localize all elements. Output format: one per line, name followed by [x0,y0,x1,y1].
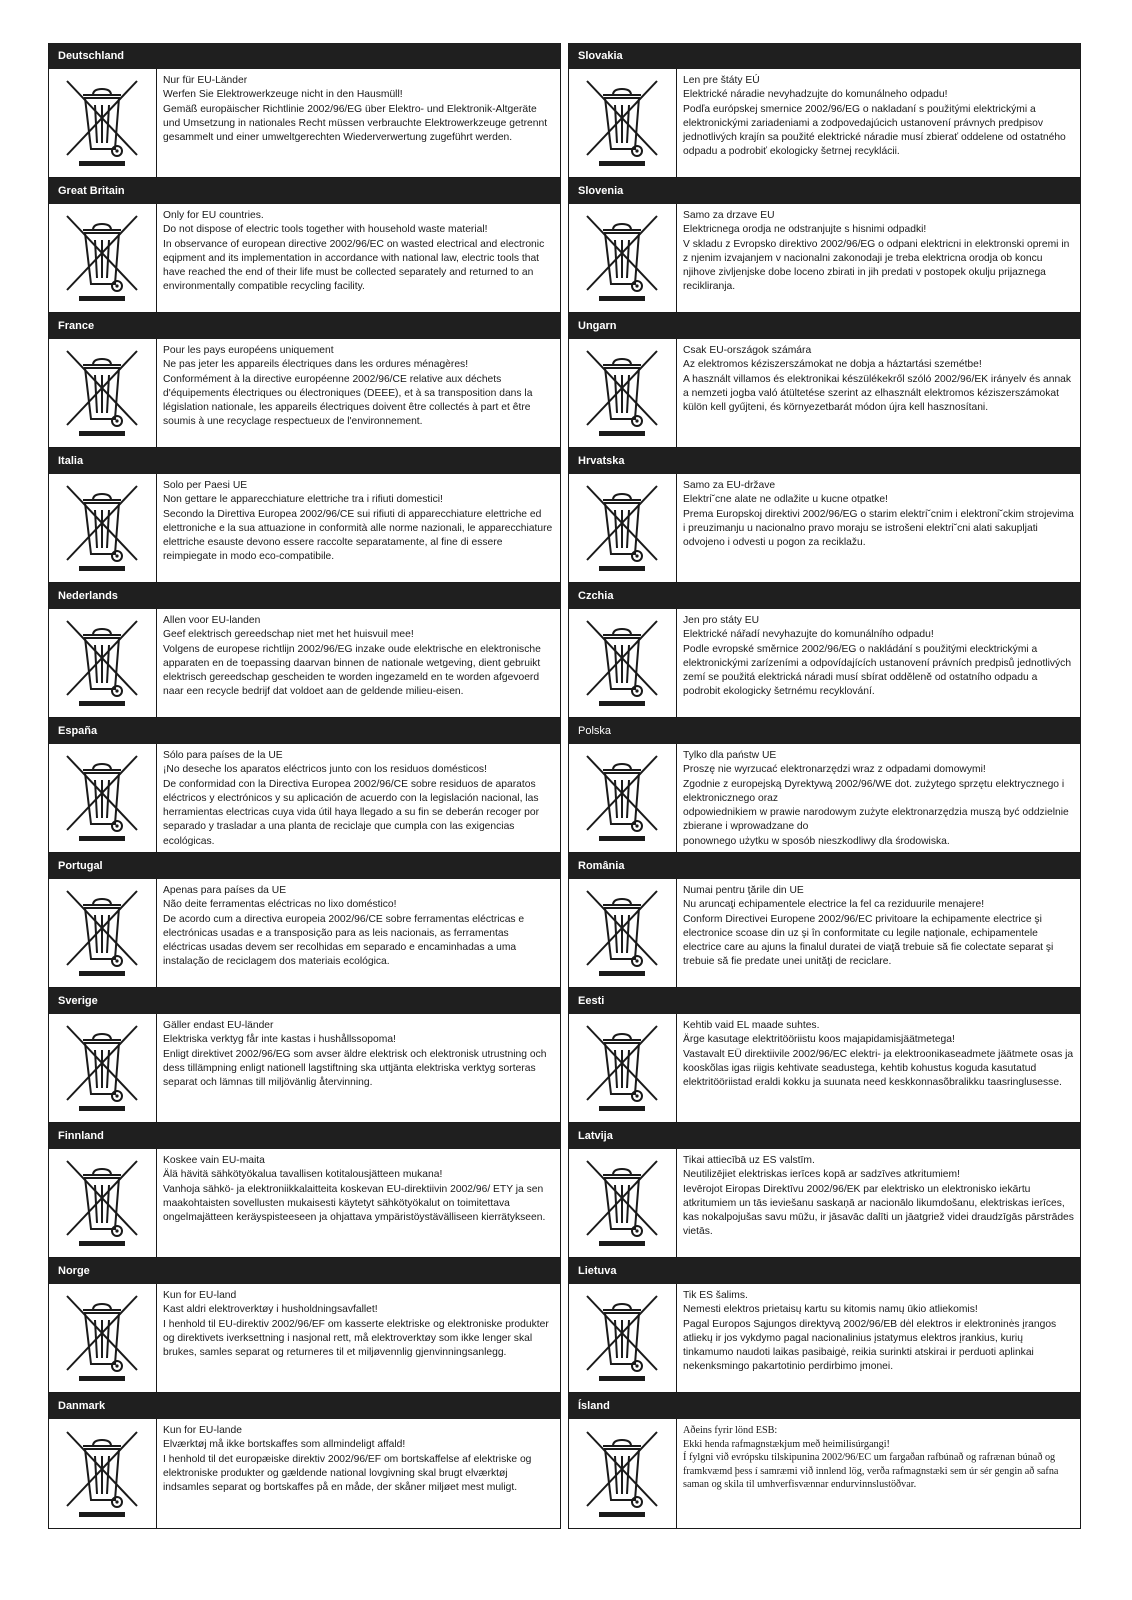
directive-paragraph: In observance of european directive 2002/96/EC on wasted electrical and electronic eqipment and its implementation in accordance with national law, electric tools that have reached the end of their life must be collected separately and returned to an environmentally compatible recycling facility. [163,238,545,293]
warning-line: Elværktøj må ikke bortskaffes som allmindeligt affald! [163,1439,406,1451]
disposal-text [157,204,560,312]
icon-cell [569,1419,677,1528]
warning-line: Ne pas jeter les appareils électriques dans les ordures ménagères! [163,359,469,371]
country-header: Ísland [569,1393,1080,1419]
scope-line: Numai pentru ţările din UE [683,885,804,896]
warning-line: Neutilizējiet elektriskas ierīces kopā ar sadzīves atkritumiem! [683,1169,960,1181]
country-section-polska [569,718,1080,853]
disposal-text [677,1419,1080,1528]
directive-paragraph: Zgodnie z europejską Dyrektywą 2002/96/WE dot. zużytego sprzętu elektrycznego i elektronicznego oraz [683,778,1065,804]
weee-crossed-bin-icon [61,482,145,574]
country-header: Italia [49,448,560,474]
disposal-text [157,1014,560,1122]
country-body [49,609,560,718]
scope-line: Len pre štáty EÚ [683,75,760,86]
warning-line: Älä hävitä sähkötyökalua tavallisen kotitalousjätteen mukana! [163,1169,443,1181]
weee-crossed-bin-icon [61,77,145,169]
icon-cell [569,879,677,987]
country-body [49,1284,560,1393]
warning-line: Elektrické náradie nevyhadzujte do komunálneho odpadu! [683,89,948,101]
disposal-text [157,1149,560,1257]
country-section-danmark [49,1393,560,1528]
country-body [49,474,560,583]
country-body [49,1014,560,1123]
scope-line: Apenas para países da UE [163,885,287,896]
weee-crossed-bin-icon [581,1022,665,1114]
country-body [569,1014,1080,1123]
directive-paragraph: Conformément à la directive européenne 2002/96/CE relative aux déchets d'équipements électriques ou électroniques (DEEE), et à sa transposition dans la législation nationale, les appareils électriques doivent être collectés à part et être soumis à une recyclage respectueux de l'environnement. [163,373,533,428]
country-body [569,474,1080,583]
country-section-czchia [569,583,1080,718]
country-section-france [49,313,560,448]
scope-line: Kun for EU-land [163,1290,237,1301]
icon-cell [49,474,157,582]
icon-cell [569,1014,677,1122]
disposal-text [677,1014,1080,1122]
disposal-text [677,204,1080,312]
country-header: Eesti [569,988,1080,1014]
warning-line: Werfen Sie Elektrowerkzeuge nicht in den Hausmüll! [163,89,403,101]
country-header: France [49,313,560,339]
disposal-text [677,879,1080,987]
directive-paragraph: A használt villamos és elektronikai készülékekről szóló 2002/96/EK irányelv és annak a nemzeti jogba való átültetése szerint az elhasznált elektromos kéziszerszámokat külön kell gyűjteni, és környezetbarát módon újra kell hasznosítani. [683,373,1072,414]
icon-cell [49,609,157,717]
scope-line: Solo per Paesi UE [163,480,248,491]
country-header: Slovenia [569,178,1080,204]
disposal-text [677,339,1080,447]
country-header: España [49,718,560,744]
country-section-romania [569,853,1080,988]
directive-paragraph: ponownego użytku w sposób nieszkodliwy dla środowiska. [683,835,950,847]
country-body [49,69,560,178]
weee-crossed-bin-icon [61,887,145,979]
warning-line: Elektricnega orodja ne odstranjujte s hisnimi odpadki! [683,224,927,236]
country-section-island [569,1393,1080,1528]
country-section-sverige [49,988,560,1123]
directive-paragraph: Vastavalt EÜ direktiivile 2002/96/EC elektri- ja elektroonikaseadmete jäätmete osas ja kooskõlas igas riigis kehtivate seadustega, kehtib kohustus koguda kasutatud elektritööriistad eraldi kokku ja suunata need keskkonnasõbralikku taasringlusesse. [683,1048,1074,1089]
country-section-finnland [49,1123,560,1258]
country-section-slovenia [569,178,1080,313]
country-body [569,1284,1080,1393]
country-body [49,1149,560,1258]
directive-paragraph: Podle evropské směrnice 2002/96/EG o nakládání s použitými elecktrickými a elektronickými zarízeními a odpovídajících ustanovení právních predpisů jednotlivých zemí se použitá elektrická náradi musí sbírat odděleně od ostatního odpadu a podrobit ekologicky šetrnému recyklování. [683,643,1072,698]
directive-paragraph: I henhold til det europæiske direktiv 2002/96/EF om bortskaffelse af elektriske og elektroniske produkter og gældende national lovgivning skal brugt elværktøj indsamles separat og bortskaffes på en måde, der skåner miljøet mest muligt. [163,1453,532,1494]
weee-crossed-bin-icon [61,1157,145,1249]
country-section-norge [49,1258,560,1393]
icon-cell [569,69,677,177]
icon-cell [569,339,677,447]
scope-line: Tylko dla państw UE [683,750,777,761]
warning-line: Proszę nie wyrzucać elektronarzędzi wraz z odpadami domowymi! [683,764,986,776]
country-section-italia [49,448,560,583]
directive-paragraph: Gemäß europäischer Richtlinie 2002/96/EG über Elektro- und Elektronik-Altgeräte und Umsetzung in nationales Recht müssen verbrauchte Elektrowerkzeuge getrennt gesammelt und einer umweltgerechten Wiederverwertung zugeführt werden. [163,103,548,144]
warning-line: Non gettare le apparecchiature elettriche tra i rifiuti domestici! [163,494,443,506]
country-body [49,204,560,313]
disposal-text [157,744,560,852]
icon-cell [49,339,157,447]
directive-paragraph: Enligt direktivet 2002/96/EG som avser äldre elektrisk och elektronisk utrustning och dess tillämpning enligt nationell lagstiftning ska uttjänta elektriska verktyg sorteras separat och lämnas till miljövänlig återvinning. [163,1048,547,1089]
icon-cell [49,879,157,987]
warning-line: Ärge kasutage elektritööriistu koos majapidamisjäätmetega! [683,1034,955,1046]
country-body [569,204,1080,313]
country-header: Polska [569,718,1080,744]
weee-crossed-bin-icon [61,1428,145,1520]
disposal-text [677,474,1080,582]
country-body [49,744,560,853]
country-header: Finnland [49,1123,560,1149]
country-body [569,1149,1080,1258]
directive-paragraph: Vanhoja sähkö- ja elektroniikkalaitteita koskevan EU-direktiivin 2002/96/ ETY ja sen maakohtaisten sovellusten mukaisesti käytetyt sähkötyökalut on toimitettava ongelmajätteen keräyspisteeseen ja ohjattava ympäristöystävälliseen kierrätykseen. [163,1183,546,1224]
warning-line: Não deite ferramentas eléctricas no lixo doméstico! [163,899,397,911]
directive-paragraph: Secondo la Direttiva Europea 2002/96/CE sui rifiuti di apparecchiature elettriche ed elettroniche e la sua attuazione in conformità alle norme nazionali, le apparecchiature elettriche esauste devono essere raccolte separatamente, al fine di essere reimpiegate in modo eco-compatibile. [163,508,553,563]
warning-line: ¡No deseche los aparatos eléctricos junto con los residuos domésticos! [163,764,487,776]
scope-line: Tik ES šalims. [683,1290,748,1301]
country-section-espana [49,718,560,853]
country-header: Ungarn [569,313,1080,339]
warning-line: Ekki henda rafmagnstækjum með heimilisúrgangi! [683,1438,890,1450]
country-body [49,879,560,988]
disposal-text [157,474,560,582]
disposal-text [677,744,1080,852]
scope-line: Kehtib vaid EL maade suhtes. [683,1020,820,1031]
country-section-ungarn [569,313,1080,448]
country-body [569,69,1080,178]
scope-line: Samo za EU-države [683,480,776,491]
weee-crossed-bin-icon [581,752,665,844]
disposal-text [157,879,560,987]
country-body [569,1419,1080,1528]
weee-crossed-bin-icon [581,212,665,304]
country-header: Lietuva [569,1258,1080,1284]
weee-crossed-bin-icon [61,617,145,709]
weee-crossed-bin-icon [581,617,665,709]
scope-line: Koskee vain EU-maita [163,1155,265,1166]
country-header: Latvija [569,1123,1080,1149]
scope-line: Sólo para países de la UE [163,750,283,761]
scope-line: Allen voor EU-landen [163,615,261,626]
weee-crossed-bin-icon [61,1292,145,1384]
warning-line: Do not dispose of electric tools together with household waste material! [163,224,488,236]
icon-cell [49,204,157,312]
disposal-text [157,609,560,717]
disposal-text [157,1419,560,1528]
country-section-latvija [569,1123,1080,1258]
country-header: Nederlands [49,583,560,609]
weee-crossed-bin-icon [581,77,665,169]
country-section-portugal [49,853,560,988]
country-section-slovakia [569,43,1080,178]
weee-crossed-bin-icon [581,482,665,574]
country-section-hrvatska [569,448,1080,583]
icon-cell [49,1149,157,1257]
directive-paragraph: odpowiednikiem w prawie narodowym zużyte elektronarzędzia muszą być oddzielnie zbierane i wprowadzane do [683,807,1069,833]
icon-cell [569,1149,677,1257]
scope-line: Pour les pays européens uniquement [163,345,334,356]
icon-cell [569,204,677,312]
disposal-text [157,339,560,447]
country-header: Sverige [49,988,560,1014]
country-header: Slovakia [569,43,1080,69]
country-section-lietuva [569,1258,1080,1393]
weee-crossed-bin-icon [61,752,145,844]
country-header: România [569,853,1080,879]
country-body [569,744,1080,853]
country-section-eesti [569,988,1080,1123]
country-header: Great Britain [49,178,560,204]
weee-crossed-bin-icon [581,1428,665,1520]
warning-line: Kast aldri elektroverktøy i husholdningsavfallet! [163,1304,378,1316]
weee-crossed-bin-icon [61,212,145,304]
icon-cell [569,474,677,582]
weee-crossed-bin-icon [581,347,665,439]
disposal-text [157,1284,560,1392]
directive-paragraph: Conform Directivei Europene 2002/96/EC privitoare la echipamente electrice şi electronice scoase din uz şi în conformitate cu legile naţionale, echipamentele electrice care au ajuns la finalul duratei de viaţă trebuie să fie colectate separat şi trebuie să fie predate unei unităţi de reciclare. [683,913,1054,968]
directive-paragraph: I henhold til EU-direktiv 2002/96/EF om kasserte elektriske og elektroniske produkter og direktivets iverksettning i nasjonal rett, må elektroverktøy som ikke lenger skal brukes, samles separat og returneres til et miljøvennlig gjenvinningsanlegg. [163,1318,549,1359]
directive-paragraph: V skladu z Evropsko direktivo 2002/96/EG o odpani elektricni in elektronski opremi in z njenim izvajanjem v nacionalni zakonodaji je treba elektricna orodja ob koncu njihove zivljenjske dobe loceno zbirati in jih predati v postopek okulju prijaznega recikliranja. [683,238,1070,293]
warning-line: Elektrické nářadí nevyhazujte do komunálního odpadu! [683,629,934,641]
country-body [569,879,1080,988]
directive-paragraph: Prema Europskoj direktivi 2002/96/EG o starim elektri˘cnim i elektroni˘ckim strojevima i preuzimanju u nacionalno pravo moraju se istrošeni elektri˘cni alati sakupljati odvojeno i odvesti u pogon za reciklažu. [683,508,1074,549]
scope-line: Jen pro státy EU [683,615,760,626]
country-body [49,339,560,448]
directive-paragraph: Í fylgni við evrópsku tilskipunina 2002/96/EC um fargaðan rafbúnað og rafrænan búnað og framkvæmd þess í samræmi við innlend lög, verða rafmagnstæki sem úr sér gengin að safna saman og skila til umhverfisvænnar endurvinnslustöðvar. [683,1452,1059,1491]
directive-paragraph: Podľa európskej smernice 2002/96/EG o nakladaní s použitými elektrickými a elektronickými zariadeniami a zodpovedajúcich ustanovení právnych predpisov jednotlivých krajín sa použité elektrické náradie musí zbierať oddelene od ostatného odpadu a podrobiť ekologicky šetrnej recyklácii. [683,103,1066,158]
disposal-text [677,1284,1080,1392]
scope-line: Csak EU-országok számára [683,345,812,356]
scope-line: Kun for EU-lande [163,1425,242,1436]
scope-line: Gäller endast EU-länder [163,1020,274,1031]
scope-line: Nur für EU-Länder [163,75,248,86]
country-body [569,609,1080,718]
weee-crossed-bin-icon [581,887,665,979]
scope-line: Only for EU countries. [163,210,264,221]
icon-cell [569,1284,677,1392]
right-column [568,43,1081,1529]
directive-paragraph: Ievērojot Eiropas Direktīvu 2002/96/EK par elektrisko un elektronisko iekārtu atkritumiem un tās ieviešanu saskaņā ar nacionālo likumdošanu, elektriskas ierīces, kas nokalpojušas savu mūžu, ir jāsavāc dalīti un jāatgriež videi draudzīgās pārstrādes vietās. [683,1183,1074,1238]
icon-cell [49,1419,157,1528]
country-section-great-britain [49,178,560,313]
icon-cell [49,1284,157,1392]
warning-line: Elektriska verktyg får inte kastas i hushållssopoma! [163,1034,396,1046]
warning-line: Geef elektrisch gereedschap niet met het huisvuil mee! [163,629,414,641]
country-body [49,1419,560,1528]
disposal-text [677,69,1080,177]
warning-line: Az elektromos kéziszerszámokat ne dobja a háztartási szemétbe! [683,359,982,371]
country-header: Czchia [569,583,1080,609]
disposal-text [677,1149,1080,1257]
country-header: Norge [49,1258,560,1284]
icon-cell [569,609,677,717]
directive-paragraph: De conformidad con la Directiva Europea 2002/96/CE sobre residuos de aparatos eléctricos y electrónicos y su aplicación de acuerdo con la legislación nacional, las herramientas electricas cuya vida útil haya llegado a su fin se deberán recoger por separado y trasladar a una planta de reciclaje que cumpla con las exigencias ecológicas. [163,778,540,847]
country-section-deutschland [49,43,560,178]
weee-crossed-bin-icon [581,1292,665,1384]
disposal-text [677,609,1080,717]
warning-line: Nemesti elektros prietaisų kartu su kitomis namų ūkio atliekomis! [683,1304,978,1316]
icon-cell [49,69,157,177]
scope-line: Samo za drzave EU [683,210,775,221]
icon-cell [569,744,677,852]
disposal-text [157,69,560,177]
warning-line: Nu aruncaţi echipamentele electrice la fel ca reziduurile menajere! [683,899,985,911]
weee-crossed-bin-icon [581,1157,665,1249]
left-column [48,43,561,1529]
country-body [569,339,1080,448]
weee-crossed-bin-icon [61,347,145,439]
country-header: Deutschland [49,43,560,69]
directive-paragraph: Volgens de europese richtlijn 2002/96/EG inzake oude elektrische en elektronische apparaten en de toepassing daarvan binnen de nationale wetgeving, dient gebruikt elektrisch gereedschap gescheiden te worden ingezameld en te worden afgevoerd naar een recycle bedrijf dat voldoet aan de geldende milieu-eisen. [163,643,541,698]
scope-line: Tikai attiecībā uz ES valstīm. [683,1155,815,1166]
icon-cell [49,744,157,852]
country-header: Portugal [49,853,560,879]
directive-paragraph: Pagal Europos Sąjungos direktyvą 2002/96/EB dėl elektros ir elektroninės įrangos atliekų ir jos vykdymo pagal nacionalinius įstatymus elektros įrankius, kurių tinkamumo naudoti laikas pasibaigė, reikia surinkti atskirai ir perduoti aplinkai nekenksmingo pakartotinio perdirbimo įmonei. [683,1318,1057,1373]
weee-crossed-bin-icon [61,1022,145,1114]
country-section-nederlands [49,583,560,718]
country-header: Danmark [49,1393,560,1419]
warning-line: Elektri˘cne alate ne odlažite u kucne otpatke! [683,494,888,506]
icon-cell [49,1014,157,1122]
country-header: Hrvatska [569,448,1080,474]
directive-paragraph: De acordo cum a directiva europeia 2002/96/CE sobre ferramentas eléctricas e electrónicas usadas e a transposição para as leis nacionais, as ferramentas eléctricas usadas devem ser recolhidas em separado e encaminhadas a uma instalação de reciclagem dos materiais ecológica. [163,913,525,968]
scope-line: Aðeins fyrir lönd ESB: [683,1425,778,1436]
